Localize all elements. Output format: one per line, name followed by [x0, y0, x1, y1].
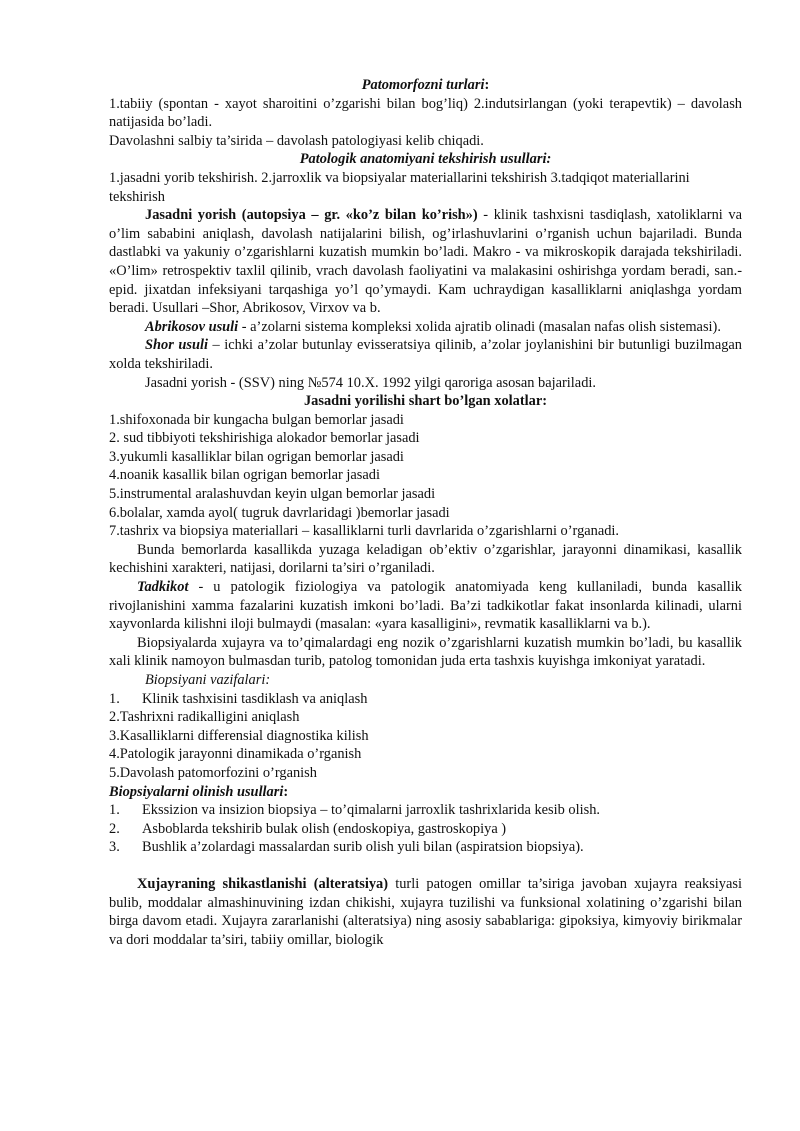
spacer	[109, 857, 742, 875]
heading-patomorfoz: Patomorfozni turlari:	[361, 77, 490, 93]
davolash-note: Davolashni salbiy ta’sirida – davolash patologiyasi kelib chiqadi.	[109, 132, 484, 149]
alteration-paragraph: Xujayraning shikastlanishi (alteratsiya) turli patogen omillar ta’siriga javoban xujayra reaksiyasi bulib, moddalar almashinuvining izdan chikishi, xujayra tuzilishi va funksional xolatining o’zgarishi bilan birga davom etadi. Xujayra zararlanishi (alteratsiya) ning asosiy sabablariga: gipoksiya, kimyoviy birikmalar va dori moddalar ta’siri, tabiiy omillar, biologik	[109, 875, 742, 948]
list-item: 3. Bushlik a’zolardagi massalardan surib olish yuli bilan (aspiratsion biopsiya).	[109, 839, 584, 856]
list-item: 5.instrumental aralashuvdan keyin ulgan bemorlar jasadi	[109, 486, 436, 503]
required-cases-list	[109, 411, 742, 541]
list-item: 4.noanik kasallik bilan ogrigan bemorlar jasadi	[109, 467, 380, 484]
list-item: 6.bolalar, xamda ayol( tugruk davrlaridagi )bemorlar jasadi	[109, 504, 450, 521]
biopsy-paragraph: Biopsiyalarda xujayra va to’qimalardagi eng nozik o’zgarishlarni kuzatish mumkin bo’ladi, bu kasallik xali klinik namoyon bulmasdan turib, patolog tomonidan juda erta tashxis kuyishga imkoniyat yaratadi.	[109, 634, 742, 670]
list-item: 4.Patologik jarayonni dinamikada o’rganish	[109, 746, 362, 763]
biopsy-methods-list	[109, 801, 742, 857]
patomorfoz-types: 1.tabiiy (spontan - xayot sharoitini o’zgarishi bilan bog’liq) 2.indutsirlangan (yoki terapevtik) – davolash natijasida bo’ladi.	[109, 95, 742, 131]
shor-paragraph: Shor usuli – ichki a’zolar butunlay evisseratsiya qilinib, a’zolar joylanishini bir butunligi buzilmagan xolda tekshiriladi.	[109, 337, 742, 372]
abrikosov-term: Abrikosov usuli	[145, 318, 239, 335]
heading-methods: Patologik anatomiyani tekshirish usullari:	[299, 151, 552, 168]
alteration-term: Xujayraning shikastlanishi (alteratsiya)	[137, 875, 389, 892]
list-item: 2.Tashrixni radikalligini aniqlash	[109, 709, 300, 726]
bemorlar-paragraph: Bunda bemorlarda kasallikda yuzaga keladigan ob’ektiv o’zgarishlar, jarayonni dinamikasi, kasallik kechishini xarakteri, natijasi, dorilarni ta’siri o’rganiladi.	[109, 541, 742, 577]
heading-biopsy-methods: Biopsiyalarni olinish usullari:	[109, 783, 289, 800]
list-item: 1.shifoxonada bir kungacha bulgan bemorlar jasadi	[109, 411, 404, 428]
heading-biopsy-tasks: Biopsiyani vazifalari:	[145, 672, 271, 688]
document-page	[109, 76, 742, 949]
list-item: 2. Asboblarda tekshirib bulak olish (endoskopiya, gastroskopiya )	[109, 820, 507, 837]
list-item: 3.Kasalliklarni differensial diagnostika kilish	[109, 727, 369, 744]
tadkikot-term: Tadkikot	[137, 579, 189, 596]
list-item: 7.tashrix va biopsiya materiallari – kasalliklarni turli davrlarida o’zgarishlarni o’rganadi.	[109, 523, 620, 540]
list-item: 1. Ekssizion va insizion biopsiya – to’qimalarni jarroxlik tashrixlarida kesib olish.	[109, 802, 601, 819]
list-item: 2. sud tibbiyoti tekshirishiga alokador bemorlar jasadi	[109, 430, 420, 447]
tadkikot-paragraph: Tadkikot - u patologik fiziologiya va patologik anatomiyada keng kullaniladi, bunda kasallik rivojlanishini xamma fazalarini kuzatish imkoni bo’ladi. Ba’zi tadkikotlar fakat insonlarda kilinadi, ularni xayvonlarda kilishni iloji bulmaydi (masalan: «yara kasalligini», revmatik kasalliklarni va b.).	[109, 579, 742, 633]
biopsy-tasks-list	[109, 690, 742, 783]
list-item: 3.yukumli kasalliklar bilan ogrigan bemorlar jasadi	[109, 448, 404, 465]
ssv-line: Jasadni yorish - (SSV) ning №574 10.X. 1992 yilgi qarorigа asosan bajariladi.	[145, 374, 596, 391]
shor-term: Shor usuli	[145, 337, 208, 354]
list-item: 1. Klinik tashxisini tasdiklash va aniqlash	[109, 690, 368, 707]
abrikosov-paragraph: Abrikosov usuli - a’zolarni sistema kompleksi xolida ajratib olinadi (masalan nafas olish sistemasi).	[145, 318, 721, 335]
list-item: 5.Davolash patomorfozini o’rganish	[109, 764, 317, 781]
methods-line: 1.jasadni yorib tekshirish. 2.jarroxlik va biopsiyalar materiallarini tekshirish 3.tadqiqot materiallarini tekshirish	[109, 169, 690, 205]
autopsy-term: Jasadni yorish (autopsiya – gr. «ko’z bilan ko’rish»)	[145, 207, 478, 224]
autopsy-paragraph: Jasadni yorish (autopsiya – gr. «ko’z bilan ko’rish») - klinik tashxisni tasdiqlash, xatoliklarni va o’lim sababini aniqlash, davolash natijalarini bilish, og’irlashuvlarini o’rganish uchun bajariladi. Bunda dastlabki va yakuniy o’zgarishlarni kuzatish mumkin bo’ladi. Makro - va mikroskopik darajada tekshiriladi. «O’lim» retrospektiv taxlil qilinib, vrach davolash faoliyatini va malakasini oshirishga yordam beradi, san.-epid. jixatdan infeksiyani tarqashiga yo’l qo’ymaydi. Kam uchraydigan kasalliklarni aniqlashga yordam beradi. Usullari –Shor, Abrikosov, Virxov va b.	[109, 207, 742, 317]
heading-required: Jasadni yorilishi shart bo’lgan xolatlar:	[303, 393, 548, 410]
